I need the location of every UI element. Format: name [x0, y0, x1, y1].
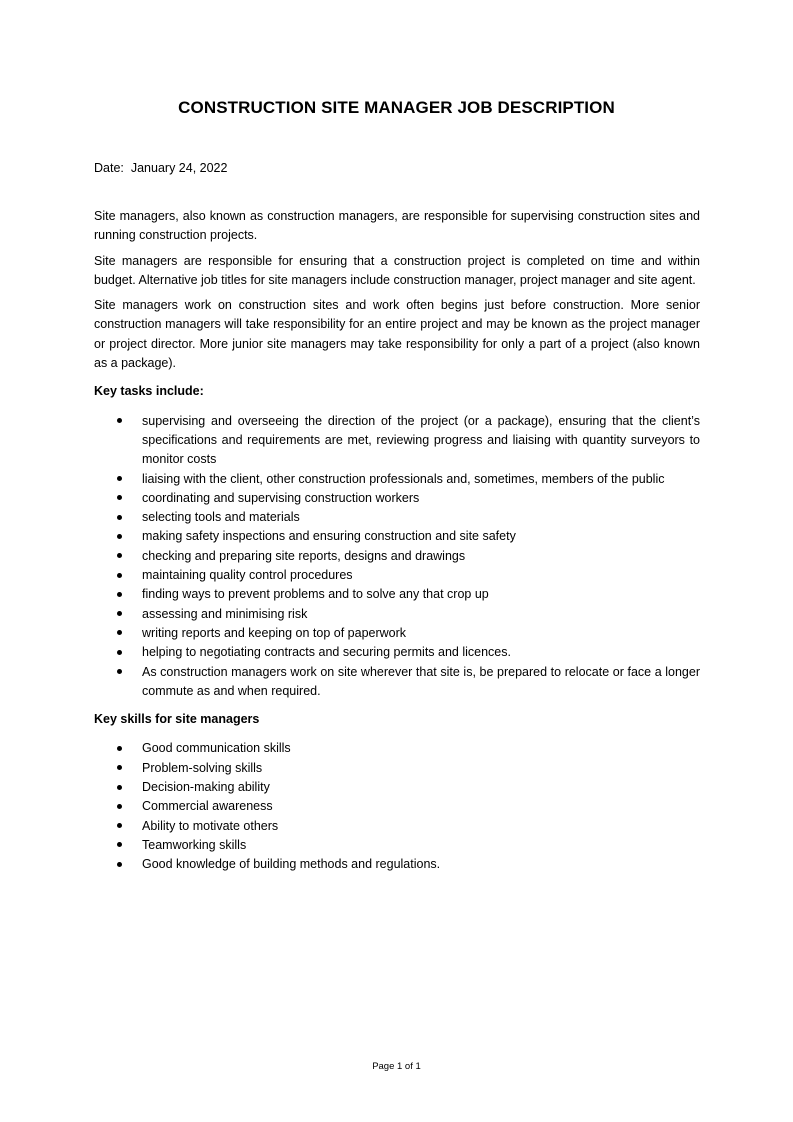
task-text: As construction managers work on site wherever that site is, be prepared to relocate or face a longer commute as and when required.: [142, 664, 700, 698]
task-text: helping to negotiating contracts and securing permits and licences.: [142, 645, 511, 660]
list-item: [94, 489, 700, 508]
intro-paragraph-2: Site managers are responsible for ensuring that a construction project is completed on time and within budget. Alternative job titles for site managers include construction manager, project manager and site agent.: [94, 253, 700, 287]
skill-text: Teamworking skills: [142, 837, 247, 852]
date-label: Date:: [94, 161, 124, 175]
skill-text: Decision-making ability: [142, 780, 270, 795]
list-item: [94, 508, 700, 527]
bullet-icon: [117, 611, 122, 616]
bullet-icon: [117, 785, 122, 790]
document-title: CONSTRUCTION SITE MANAGER JOB DESCRIPTION: [178, 98, 615, 117]
bullet-icon: [117, 534, 122, 539]
bullet-icon: [117, 669, 122, 674]
tasks-list: [94, 412, 700, 701]
task-text: maintaining quality control procedures: [142, 568, 353, 583]
bullet-icon: [117, 553, 122, 558]
skill-text: Commercial awareness: [142, 799, 273, 814]
tasks-heading: Key tasks include:: [94, 384, 204, 399]
bullet-icon: [117, 650, 122, 655]
bullet-icon: [117, 515, 122, 520]
list-item: [94, 470, 700, 489]
task-text: finding ways to prevent problems and to solve any that crop up: [142, 587, 489, 602]
bullet-icon: [117, 573, 122, 578]
list-item: [94, 643, 700, 662]
task-text: supervising and overseeing the direction of the project (or a package), ensuring that the client’s specifications and requirements are met, reviewing progress and liaising with quantity surveyors to monitor costs: [142, 413, 700, 467]
bullet-icon: [117, 495, 122, 500]
list-item: [94, 412, 700, 470]
bullet-icon: [117, 592, 122, 597]
bullet-icon: [117, 630, 122, 635]
document-date: [94, 159, 227, 177]
bullet-icon: [117, 842, 122, 847]
list-item: [94, 739, 700, 758]
bullet-icon: [117, 418, 122, 423]
bullet-icon: [117, 823, 122, 828]
intro-paragraph-1: Site managers, also known as construction managers, are responsible for supervising construction sites and running construction projects.: [94, 209, 700, 243]
skills-heading: Key skills for site managers: [94, 712, 260, 727]
skill-text: Ability to motivate others: [142, 818, 279, 833]
intro-paragraph-3: Site managers work on construction sites and work often begins just before construction. More senior construction managers will take responsibility for an entire project and may be known as the project manager or project director. More junior site managers may take responsibility for only a part of a project (also known as a package).: [94, 298, 700, 371]
task-text: selecting tools and materials: [142, 510, 300, 525]
list-item: [94, 624, 700, 643]
list-item: [94, 527, 700, 546]
list-item: [94, 797, 700, 816]
task-text: writing reports and keeping on top of paperwork: [142, 625, 407, 640]
bullet-icon: [117, 862, 122, 867]
list-item: [94, 817, 700, 836]
bullet-icon: [117, 746, 122, 751]
list-item: [94, 778, 700, 797]
task-text: assessing and minimising risk: [142, 606, 308, 621]
list-item: [94, 547, 700, 566]
skills-list: [94, 739, 700, 874]
task-text: making safety inspections and ensuring construction and site safety: [142, 529, 516, 544]
task-text: coordinating and supervising construction workers: [142, 490, 420, 505]
list-item: [94, 585, 700, 604]
list-item: [94, 855, 700, 874]
page-number-footer: Page 1 of 1: [372, 1061, 421, 1072]
skill-text: Good communication skills: [142, 741, 291, 756]
task-text: liaising with the client, other construction professionals and, sometimes, members of the public: [142, 471, 665, 486]
bullet-icon: [117, 765, 122, 770]
bullet-icon: [117, 804, 122, 809]
list-item: [94, 663, 700, 702]
skill-text: Problem-solving skills: [142, 760, 263, 775]
bullet-icon: [117, 476, 122, 481]
list-item: [94, 605, 700, 624]
list-item: [94, 836, 700, 855]
task-text: checking and preparing site reports, designs and drawings: [142, 548, 466, 563]
list-item: [94, 566, 700, 585]
skill-text: Good knowledge of building methods and regulations.: [142, 857, 441, 872]
date-value: January 24, 2022: [130, 161, 228, 175]
list-item: [94, 759, 700, 778]
document-body: [94, 207, 700, 884]
